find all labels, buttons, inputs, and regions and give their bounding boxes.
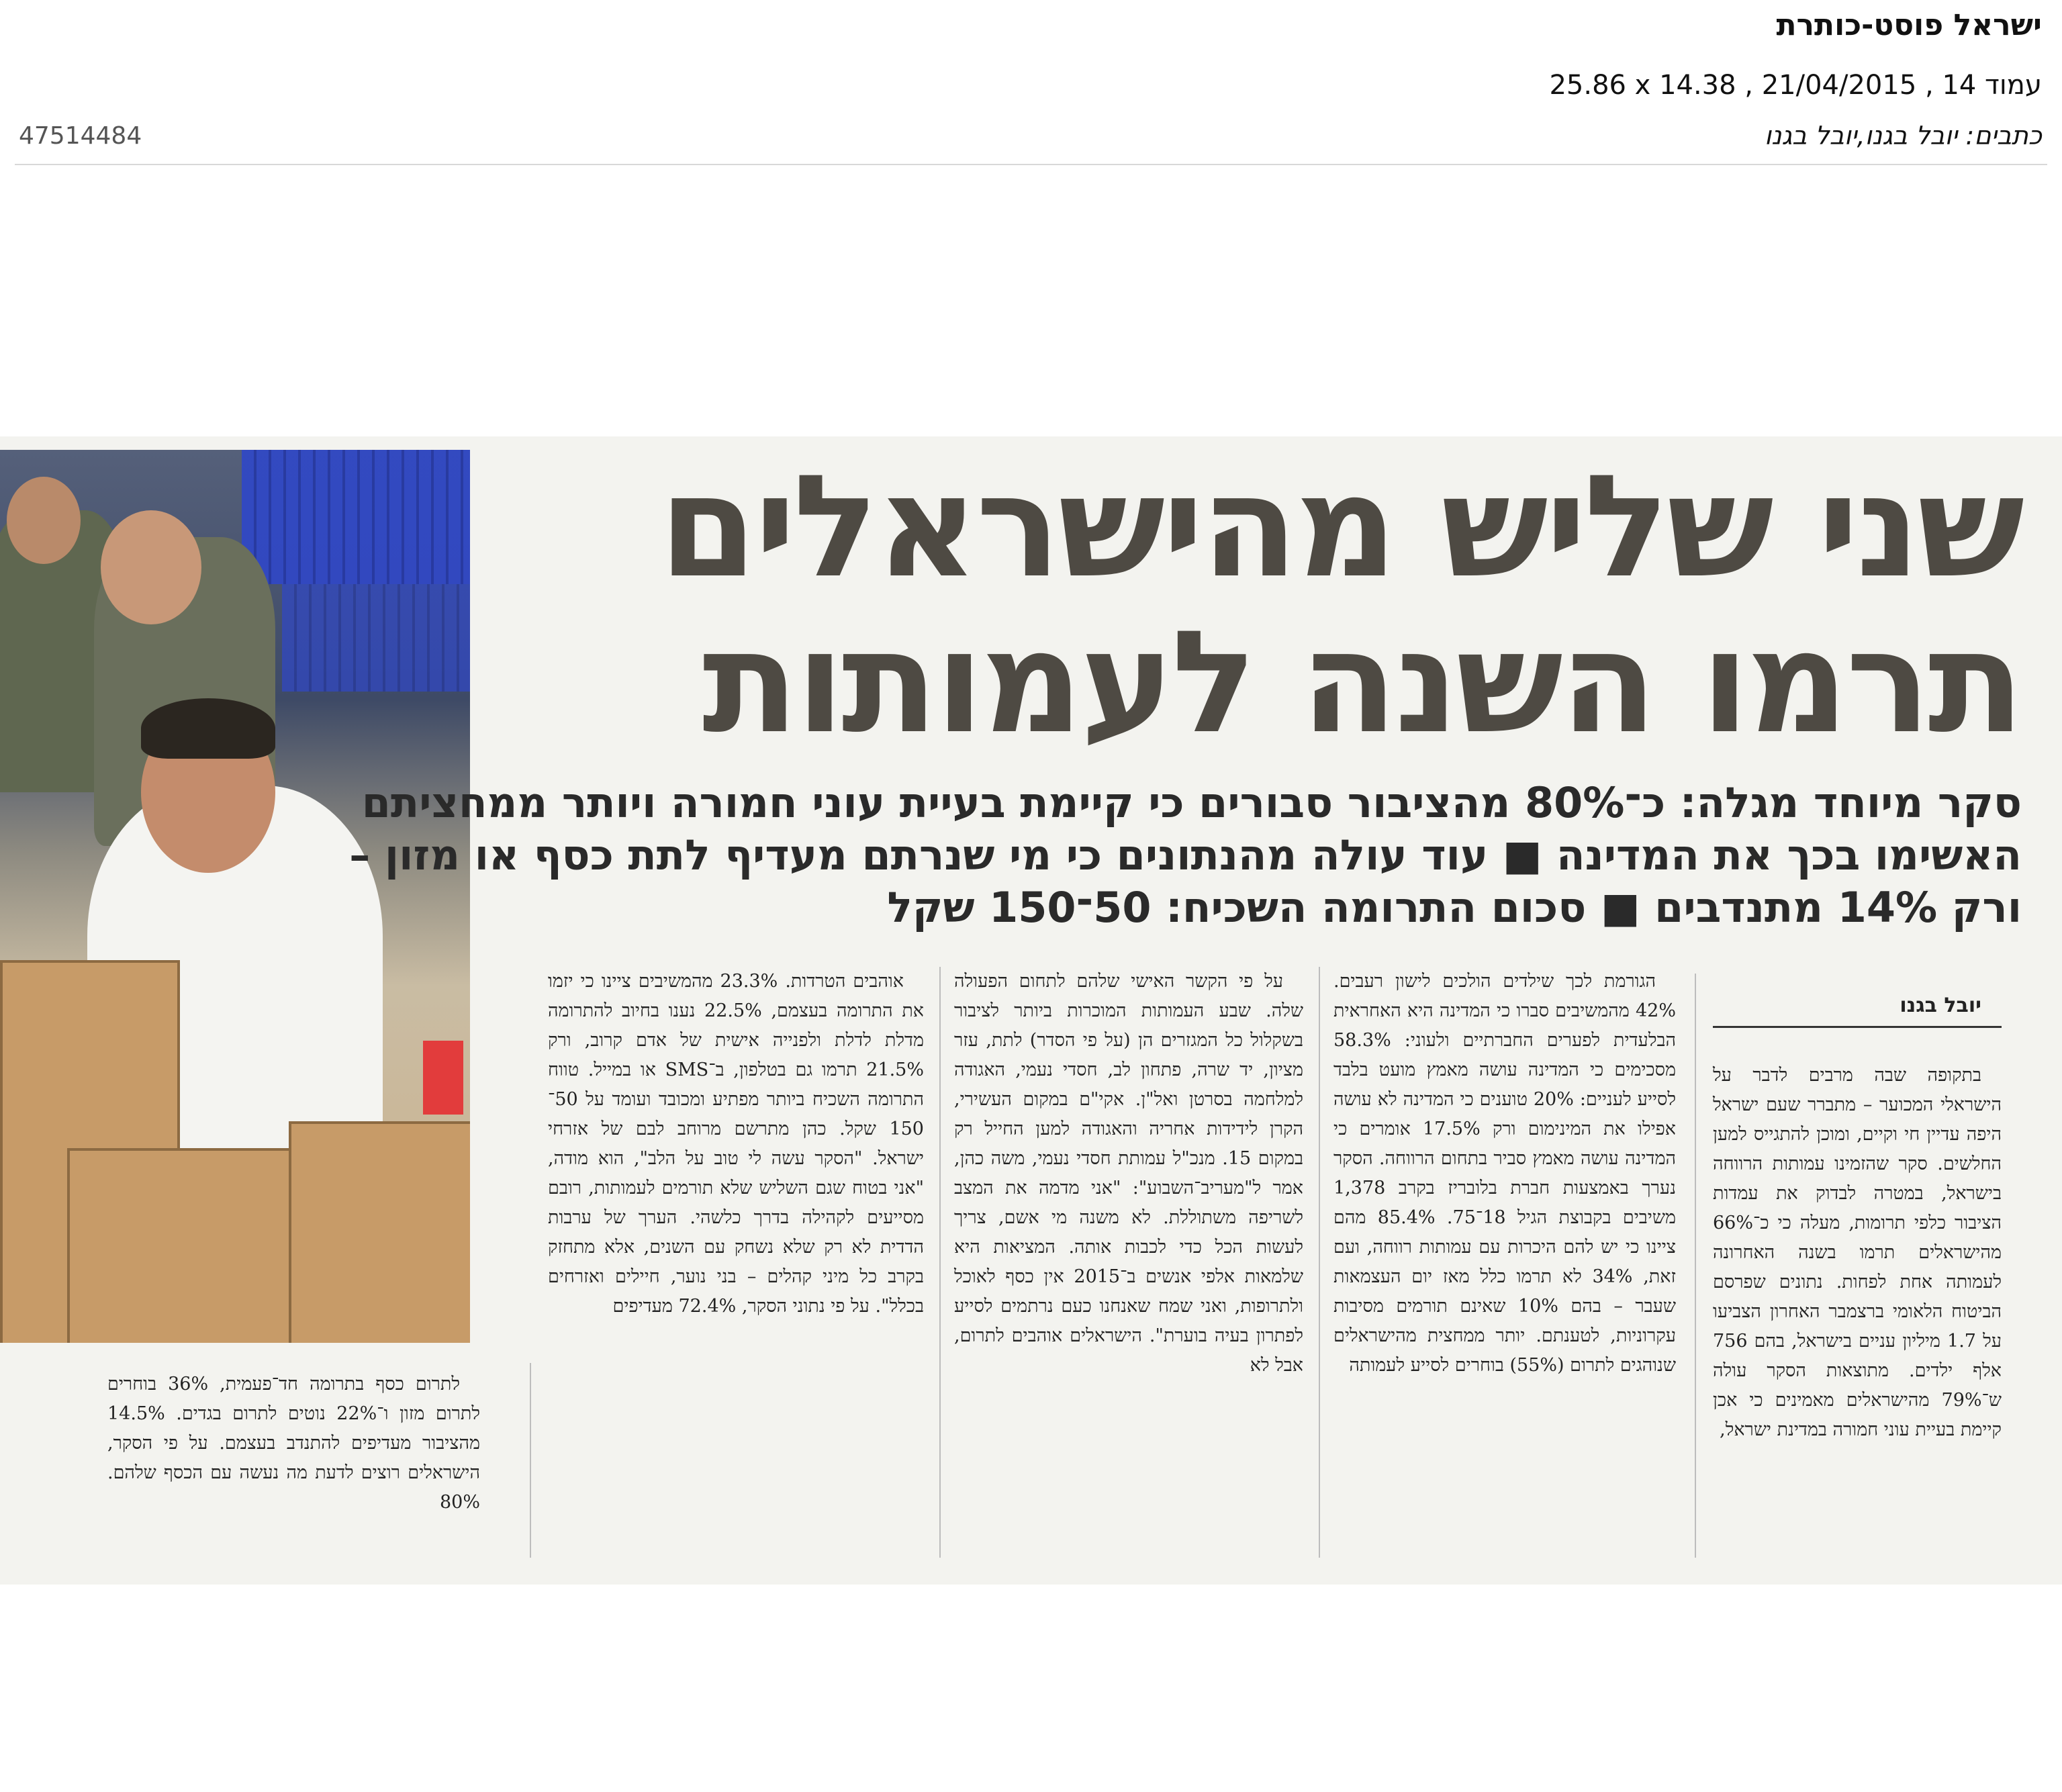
meta-separator: , [1925, 70, 1934, 101]
meta-separator: , [1744, 70, 1754, 101]
authors-line: כתבים: יובל בגנו,יובל בגנו [1764, 121, 2042, 150]
article-column-4 [548, 967, 924, 1325]
subhead-line-3: ורק 14% מתנדבים ■ סכום התרומה השכיח: 50־150 שקל [887, 883, 2022, 932]
document-id: 47514484 [19, 122, 142, 150]
column-text: אוהבים הטרדות. 23.3% מהמשיבים ציינו כי יזמו את התרומה בעצמם, 22.5% נענו בחיוב להתרומה מדלת לדלת ולפנייה אישית של אדם קרוב, ורק 21.5% תרמו גם בטלפון, ב־SMS או במייל. טווח התרומה השכיח ביותר מפתיע ומכובד ועומד על 50־150 שקל. כהן מתרשם מרוחב לבם של אזרחי ישראל. "הסקר עשה לי טוב על הלב", הוא מודה, "אני בטוח שגם השליש שלא תורמים לעמותות, רובם מסייעים לקהילה בדרך כלשהי. הערך של ערבות הדדית לא רק שלא נשחק עם השנים, אלא מתחזק בקרב כל מיני קהלים – בני נוער, חיילים ואזרחים בכלל". על פי נתוני הסקר, 72.4% מעדיפים [548, 971, 924, 1317]
photo-crates [282, 584, 470, 692]
column-divider [1319, 967, 1320, 1558]
column-text: על פי הקשר האישי שלהם לתחום הפעולה שלה. שבע העמותות המוכרות ביותר לציבור בשקלול כל המגזרים הן (על פי הסדר) לתת, עזר מציון, יד שרה, פתחון לב, חסדי נעמי, האגודה למלחמה בסרטן ואל"ן. אקי"ם במקום העשירי, הקרן לידידות אחריה והאגודה למען החייל רק במקום 15. מנכ"ל עמותת חסדי נעמי, משה כהן, אמר ל"מעריב־השבוע": "אני מדמה את המצב לשריפה משתוללת. לא משנה מי אשם, צריך לעשות הכל כדי לכבות אותה. המציאות היא שלמאות אלפי אנשים ב־2015 אין כסף לאוכל ולתרופות, ואני שמח שאנחנו כעם נרתמים לסייע לפתרון בעיה בוערת". הישראלים אוהבים לתרום, אבל לא [954, 971, 1303, 1376]
column-text: לתרום כסף בתרומה חד־פעמית, 36% בוחרים לתרום מזון ו־22% נוטים לתרום בגדים. 14.5% מהציבור מעדיפים להתנדב בעצמם. על פי הסקר, הישראלים רוצים לדעת מה נעשה עם הכסף שלהם. 80% [107, 1374, 480, 1513]
article-photo [0, 450, 470, 1343]
byline: יובל בגנו [1900, 994, 1981, 1017]
newspaper-clipping [0, 436, 2062, 1585]
subhead-line-1: סקר מיוחד מגלה: כ־80% מהציבור סבורים כי קיימת בעיית עוני חמורה ויותר ממחציתם [361, 778, 2022, 827]
column-divider [939, 967, 941, 1558]
column-text: בתקופה שבה מרבים לדבר על הישראלי המכוער – מתברר שעם ישראל היפה עדיין חי וקיים, ומוכן להתגייס למען החלשים. סקר שהזמינו עמותות הרווחה בישראל, במטרה לבדוק את עמדות הציבור כלפי תרומות, מעלה כי כ־66% מהישראלים תרמו בשנה האחרונה לעמותה אחת לפחות. נתונים שפרסם הביטוח הלאומי ברצמבר האחרון הצביעו על 1.7 מיליון עניים בישראל, בהם 756 אלף ילדים. מתוצאות הסקר עולה ש־79% מהישראלים מאמינים כי אכן קיימת בעיית עוני חמורה במדינת ישראל, [1713, 1065, 2002, 1440]
column-text: הגורמת לכך שילדים הולכים לישון רעבים. 42% מהמשיבים סברו כי המדינה היא האחראית הבלעדית לפערים החברתיים ולעוני: 58.3% מסכימים כי המדינה עושה מאמץ מועט בלבד לסייע לעניים: 20% טוענים כי המדינה לא עושה אפילו את המינימום ורק 17.5% אומרים כי המדינה עושה מאמץ סביר בתחום הרווחה. הסקר נערך באמצעות חברת בלובריז בקרב 1,378 משיבים בקבוצת הגיל 18־75. 85.4% מהם ציינו כי יש להם היכרות עם עמותות רווחה, ועם זאת, 34% לא תרמו כלל מאז יום העצמאות שעבר – בהם 10% שאינם תורמים מסיבות עקרוניות, לטענתם. יותר ממחצית מהישראלים שנוהגים לתרום (55%) בוחרים לסייע לעמותה [1333, 971, 1676, 1376]
byline-rule [1713, 1026, 2002, 1028]
photo-package [423, 1041, 463, 1115]
source-title: ישראל פוסט-כותרת [1776, 8, 2042, 42]
article-column-2 [1333, 967, 1676, 1384]
article-column-1 [1713, 1061, 2002, 1449]
photo-carton [289, 1121, 470, 1343]
publication-meta [1549, 70, 2042, 101]
clip-size: 25.86 x 14.38 [1549, 70, 1736, 101]
photo-crates [242, 450, 470, 584]
publication-date: 21/04/2015 [1761, 70, 1917, 101]
headline-line-1: שני שליש מהישראלים [659, 444, 2022, 609]
article-column-5 [107, 1370, 480, 1521]
subheadline [349, 778, 2022, 939]
page-label: עמוד 14 [1942, 70, 2042, 101]
column-divider [1695, 974, 1696, 1558]
header-divider [15, 164, 2047, 165]
subhead-line-2: האשימו בכך את המדינה ■ עוד עולה מהנתונים כי מי שנרתם מעדיף לתת כסף או מזון – [349, 831, 2022, 880]
photo-soldier-head [101, 510, 201, 624]
column-divider [530, 1363, 531, 1558]
photo-soldier-head [7, 477, 81, 564]
article-column-3 [954, 967, 1303, 1384]
photo-volunteer-hair [141, 698, 275, 759]
headline-line-2: תרמו השנה לעמותות [702, 600, 2022, 765]
photo-carton [67, 1148, 314, 1343]
